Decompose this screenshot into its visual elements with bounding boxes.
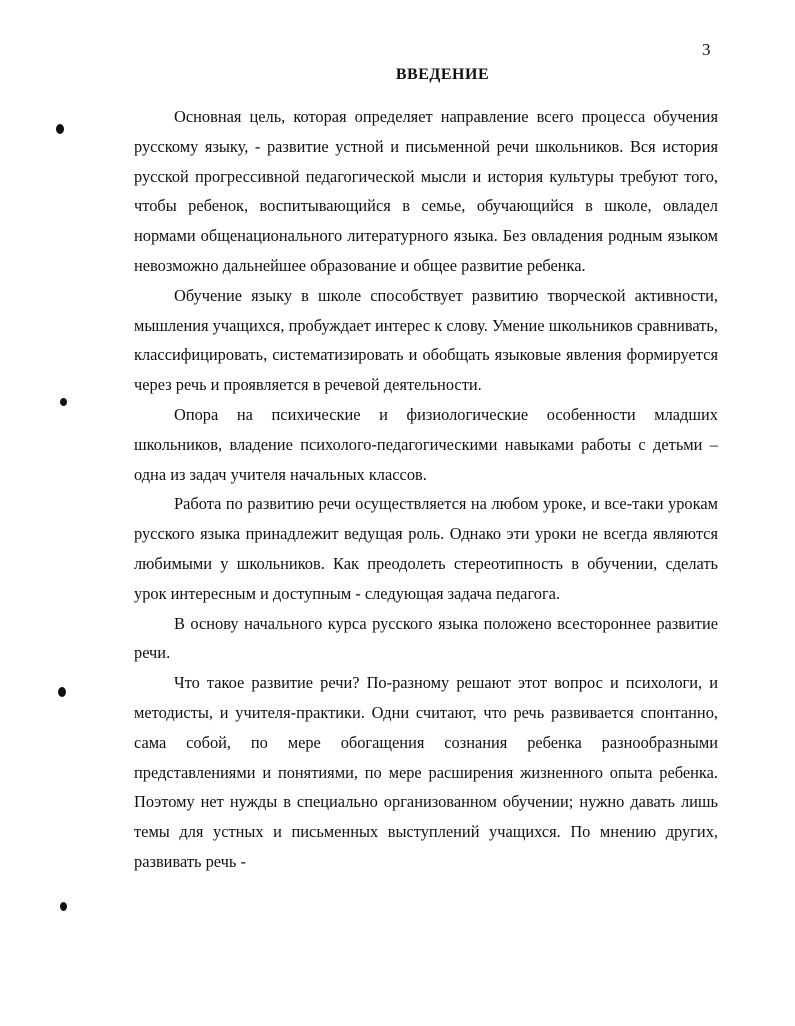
body-text <box>134 102 718 877</box>
paragraph-2: Обучение языку в школе способствует развитию творческой активности, мышления учащихся, пробуждает интерес к слову. Умение школьников сравнивать, классифицировать, систематизировать и обобщать языковые явления формируется через речь и проявляется в речевой деятельности. <box>134 285 718 395</box>
paragraph-3: Опора на психические и физиологические особенности младших школьников, владение психолого-педагогическими навыками работы с детьми – одна из задач учителя начальных классов. <box>134 404 718 484</box>
page-title: ВВЕДЕНИЕ <box>395 66 490 83</box>
binding-hole-mark <box>60 902 67 911</box>
paragraph-6: Что такое развитие речи? По-разному решают этот вопрос и психологи, и методисты, и учителя-практики. Одни считают, что речь развивается спонтанно, сама собой, по мере обогащения сознания ребенка разнообразными представлениями и понятиями, по мере расширения жизненного опыта ребенка. Поэтому нет нужды в специально организованном обучении; нужно давать лишь темы для устных и письменных выступлений учащихся. По мнению других, развивать речь - <box>134 673 718 871</box>
binding-hole-mark <box>58 687 66 697</box>
paragraph-4: Работа по развитию речи осуществляется на любом уроке, и все-таки урокам русского языка принадлежит ведущая роль. Однако эти уроки не всегда являются любимыми у школьников. Как преодолеть стереотипность в обучении, сделать урок интересным и доступным - следующая задача педагога. <box>134 494 718 603</box>
paragraph-5: В основу начального курса русского языка положено всестороннее развитие речи. <box>134 613 718 663</box>
paragraph-1: Основная цель, которая определяет направление всего процесса обучения русскому языку, - развитие устной и письменной речи школьников. Вся история русской прогрессивной педагогической мысли и история культуры требуют того, чтобы ребенок, воспитывающийся в семье, обучающийся в школе, овладел нормами общенационального литературного языка. Без овладения родным языком невозможно дальнейшее образование и общее развитие ребенка. <box>134 107 718 275</box>
binding-hole-mark <box>60 398 67 406</box>
page-number: 3 <box>702 40 711 59</box>
binding-hole-mark <box>56 124 64 134</box>
